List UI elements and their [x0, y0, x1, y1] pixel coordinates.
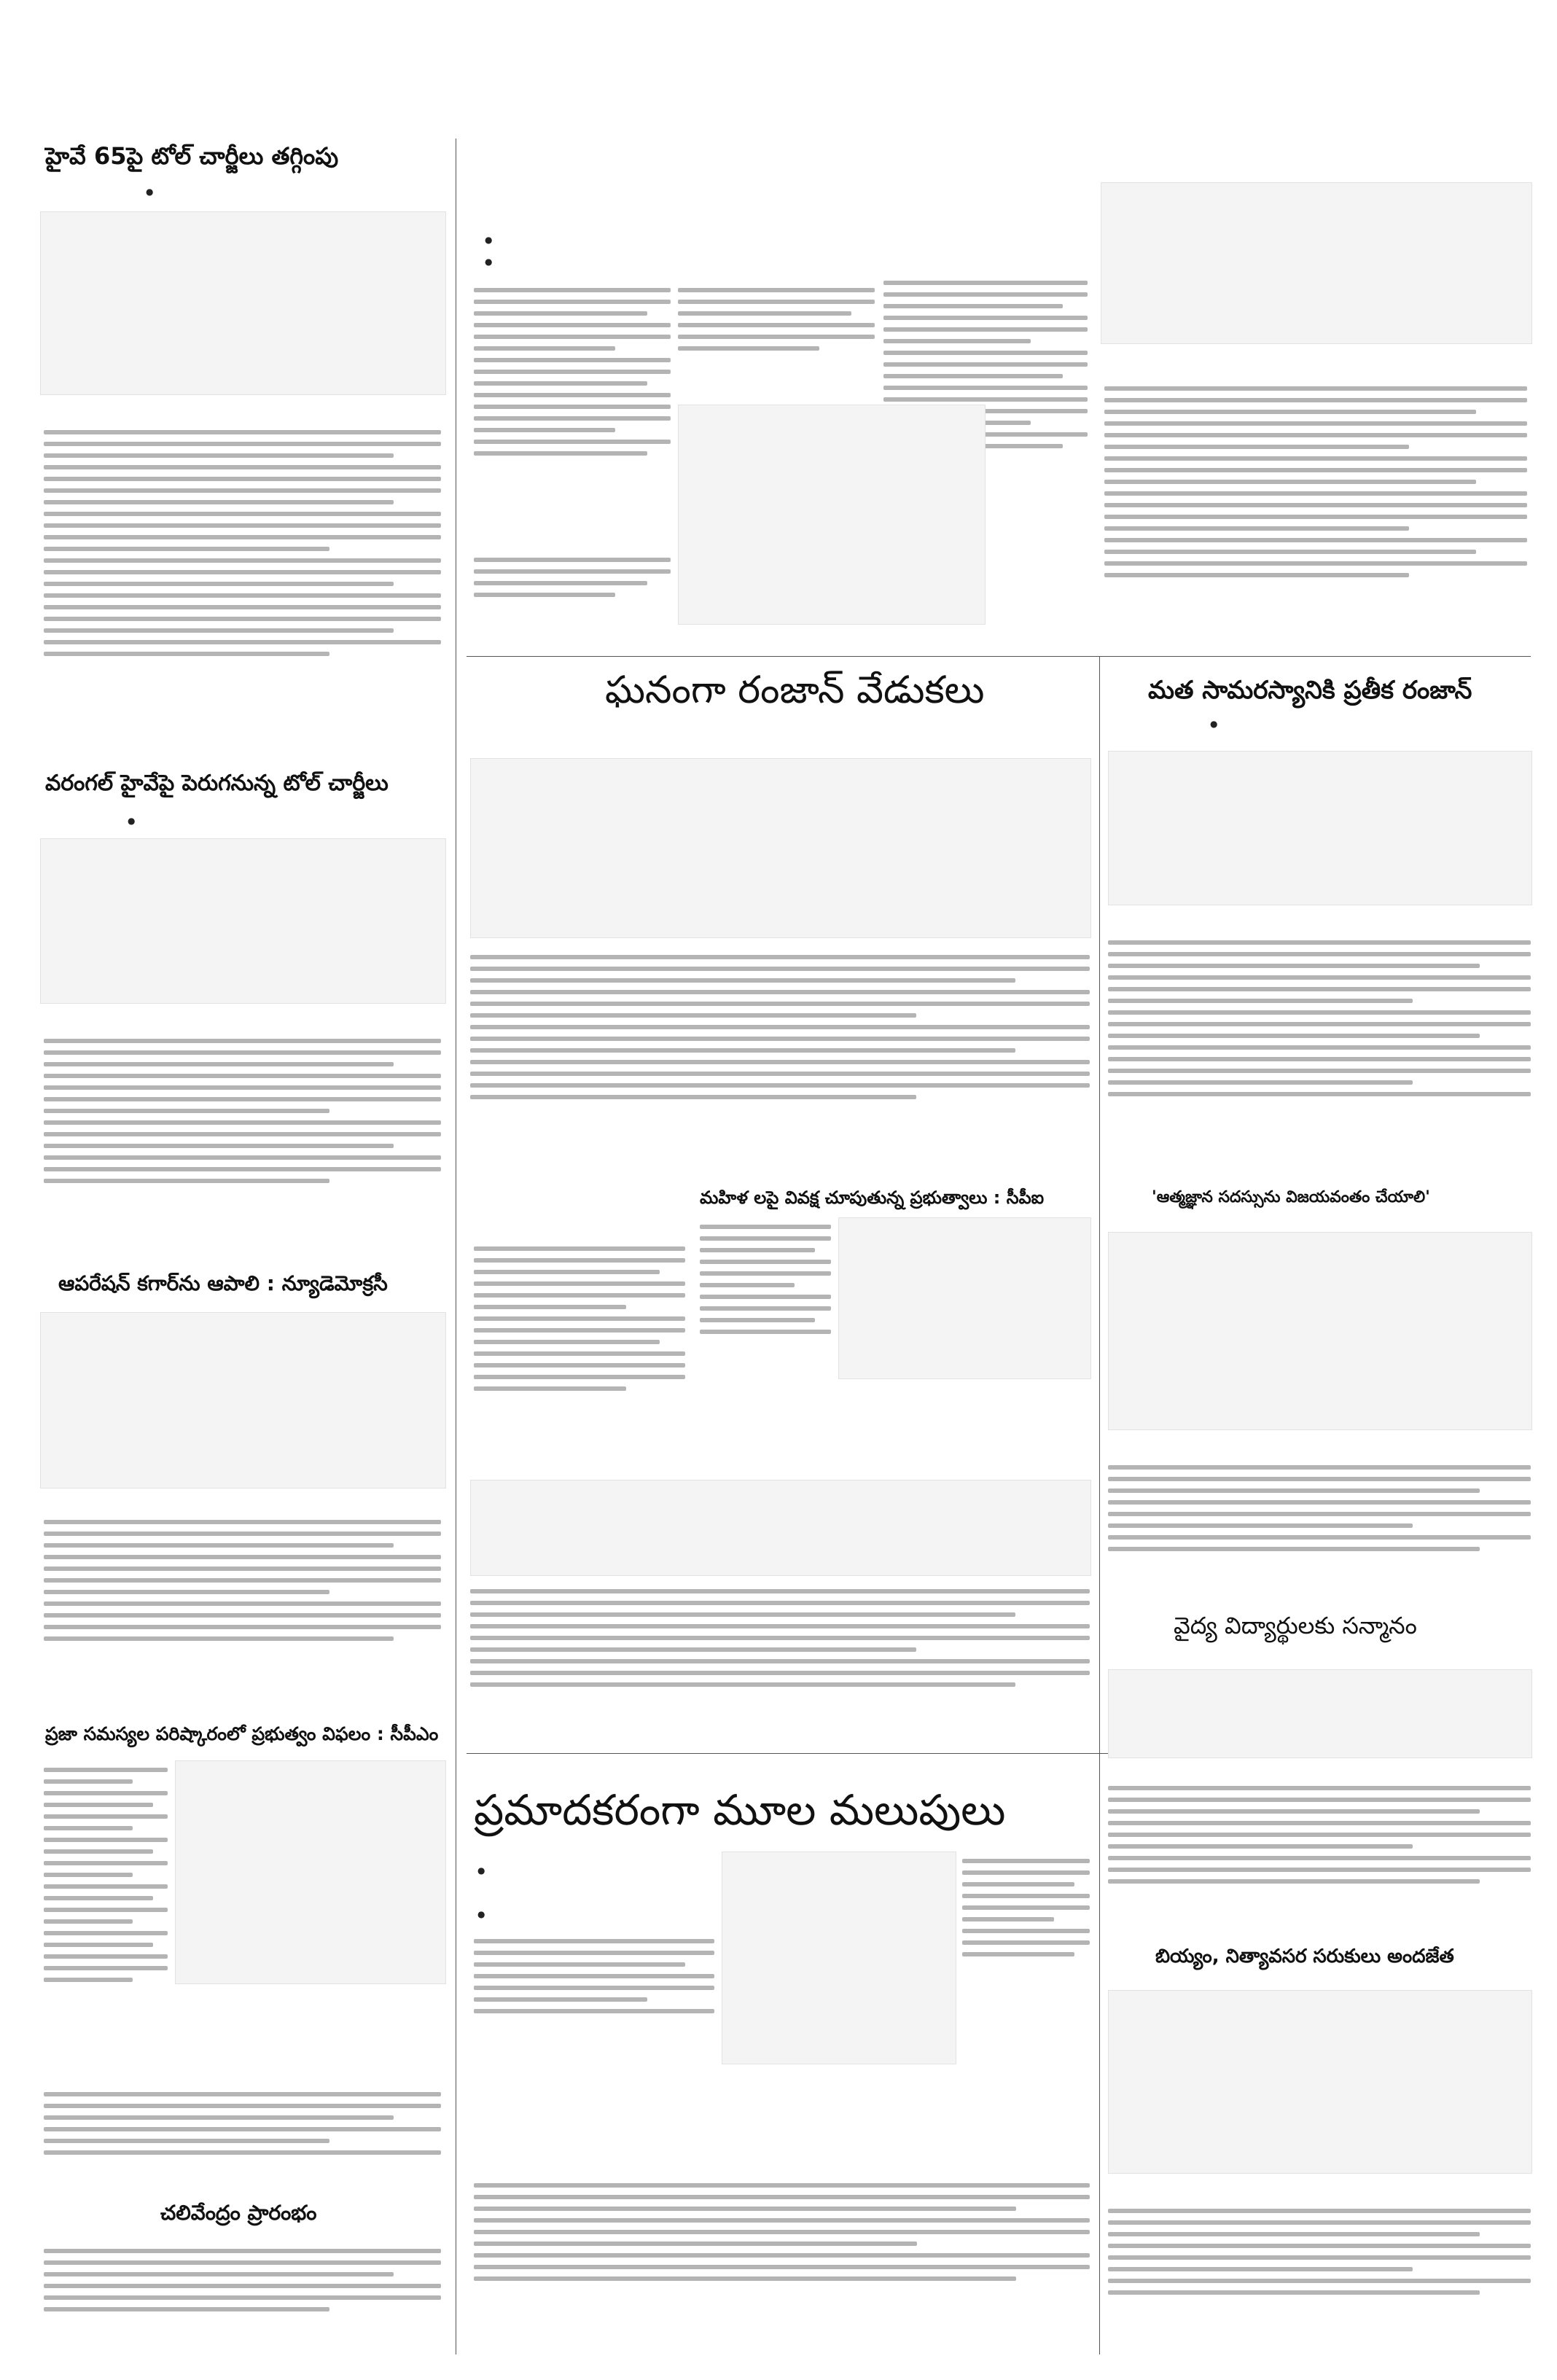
headline-atmagnana: 'ఆత్మజ్ఞాన సదస్సును విజయవంతం చేయాలి'	[1152, 1188, 1430, 1206]
meet-body	[700, 1217, 831, 1414]
school-photo	[1108, 1232, 1532, 1430]
lead-bullet-1	[485, 232, 878, 246]
harmony-body	[1108, 933, 1531, 1174]
atmagnana-body	[1108, 1458, 1531, 1604]
accident-body-2	[474, 2176, 1090, 2351]
vaidya-photo	[1108, 1669, 1532, 1758]
toll-plaza-photo	[40, 211, 446, 395]
headline-praja: ప్రజా సమస్యల పరిష్కారంలో ప్రభుత్వం విఫలం : సీపీఎం	[45, 1723, 439, 1744]
ramzan-photo	[470, 758, 1091, 938]
lead-body-col-1b	[474, 550, 671, 631]
warangal-toll-bullet	[128, 813, 448, 827]
toll-cut-bullet	[146, 184, 437, 198]
meet-body-2	[470, 1582, 1090, 1742]
accident-body	[474, 1932, 714, 2070]
warangal-highway-photo	[40, 838, 446, 1004]
praja-photo	[175, 1760, 446, 1984]
headline-vaidya: వైద్య విద్యార్థులకు సన్మానం	[1174, 1612, 1417, 1639]
headline-warangal-toll: వరంగల్ హైవేపై పెరుగనున్న టోల్ చార్జీలు	[45, 770, 389, 796]
ramzan-body	[470, 948, 1090, 1174]
lead-body-col-2	[678, 281, 875, 397]
accident-photo-1	[722, 1852, 956, 2064]
library-right-body	[1104, 379, 1527, 656]
chalivendram-body	[44, 2242, 441, 2358]
kagar-body	[44, 1513, 441, 1702]
meet-photo	[838, 1217, 1091, 1379]
column-rule-right	[1099, 656, 1100, 2354]
rice-photo	[1108, 1990, 1532, 2174]
headline-chalivendram: చలివేంద్రం ప్రారంభం	[160, 2201, 317, 2225]
row-rule-1	[467, 656, 1531, 657]
body-found-text	[474, 1239, 685, 1472]
accident-bullet-2	[477, 1906, 718, 1921]
library-building-photo	[1101, 182, 1532, 344]
accident-side-body	[962, 1852, 1090, 2041]
headline-rice: బియ్యం, నిత్యావసర సరుకులు అందజేత	[1155, 1946, 1454, 1967]
headline-accident: ప్రమాదకరంగా మూల మలుపులు	[474, 1785, 1006, 1835]
harmony-bullet	[1210, 716, 1523, 730]
headline-harmony: మత సామరస్యానికి ప్రతీక రంజాన్	[1148, 676, 1472, 705]
kagar-photo	[40, 1312, 446, 1489]
headline-kagar: ఆపరేషన్ కగార్‌ను ఆపాలి : న్యూడెమోక్రసీ	[58, 1271, 388, 1295]
headline-meet: మహిళ లపై వివక్ష చూపుతున్న ప్రభుత్వాలు : సీపీఐ	[700, 1187, 1045, 1208]
accident-bullet-1	[477, 1862, 718, 1877]
harmony-photo	[1108, 751, 1532, 905]
rice-body	[1108, 2201, 1531, 2354]
lead-bullet-2	[485, 254, 878, 268]
headline-ramzan: ఘనంగా రంజాన్ వేడుకలు	[605, 668, 985, 712]
toll-cut-body	[44, 423, 441, 744]
meet-photo-2	[470, 1480, 1091, 1576]
headline-toll-cut: హైవే 65పై టోల్ చార్జీలు తగ్గింపు	[45, 142, 339, 170]
praja-body-2	[44, 2085, 441, 2194]
library-photo	[678, 405, 986, 625]
warangal-toll-body	[44, 1031, 441, 1250]
vaidya-body	[1108, 1779, 1531, 1939]
praja-body	[44, 1760, 168, 2074]
lead-body-col-1	[474, 281, 671, 528]
